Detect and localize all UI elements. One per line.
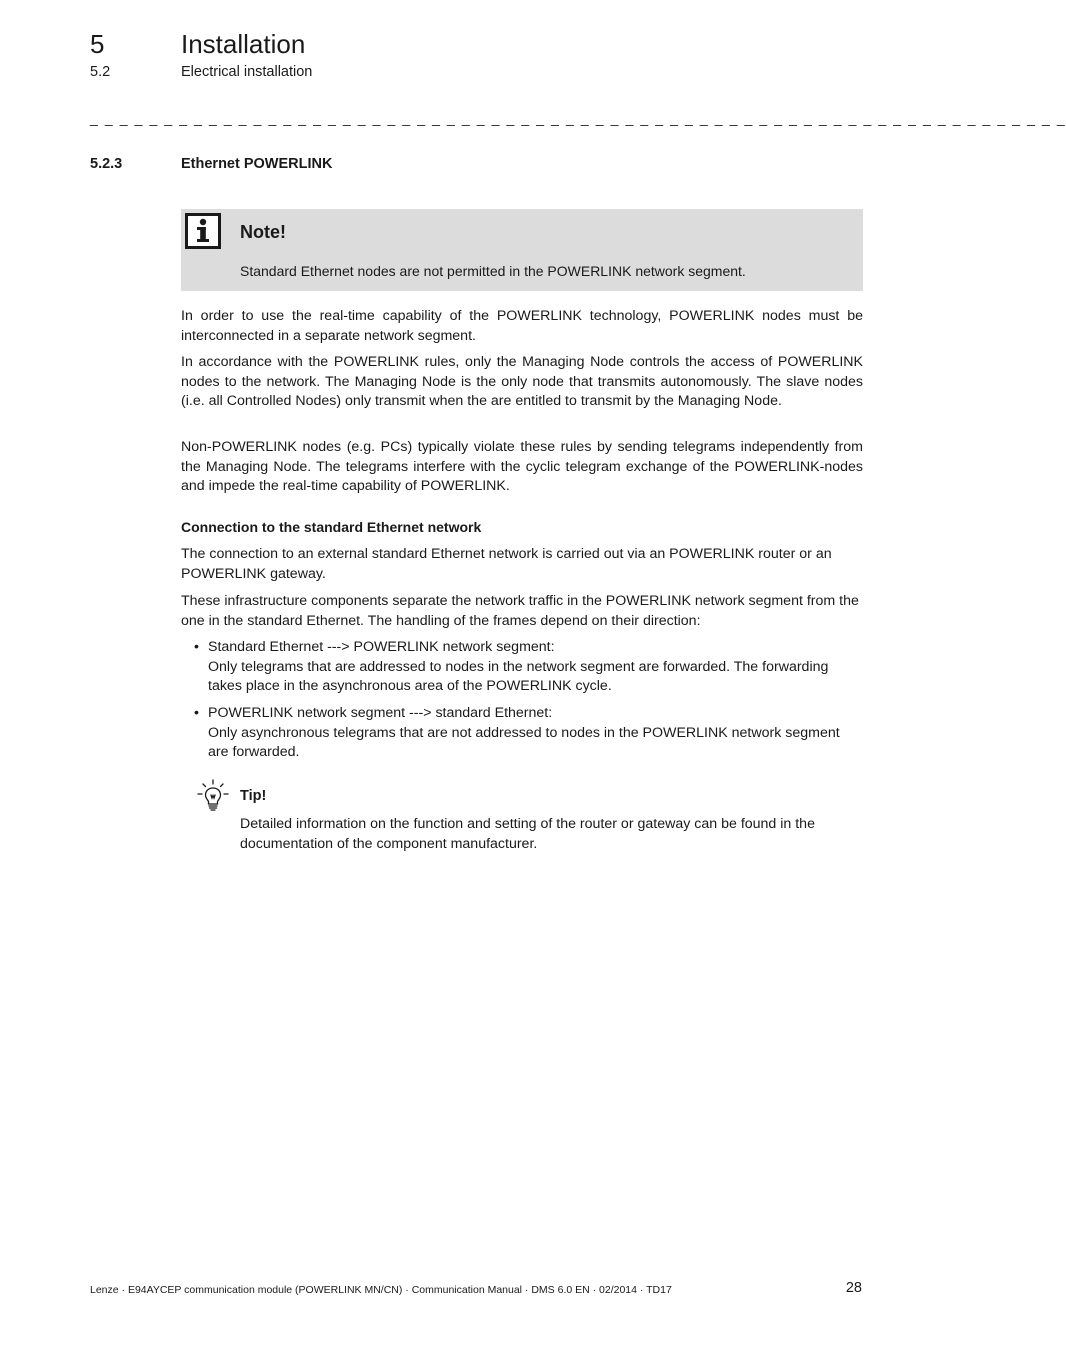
note-heading: Note! <box>240 222 286 242</box>
bullet-marker: • <box>194 705 199 721</box>
paragraph-text: The connection to an external standard Ethernet network is carried out via an POWERLINK router or an POWERLINK gateway. <box>181 546 832 582</box>
list-item-body <box>208 638 848 697</box>
list-item-body <box>208 704 848 763</box>
paragraph-text: These infrastructure components separate the network traffic in the POWERLINK network segment from the one in the standard Ethernet. The handling of the frames depend on their direction: <box>181 593 859 629</box>
paragraph-text: In accordance with the POWERLINK rules, only the Managing Node controls the access of POWERLINK nodes to the network. The Managing Node is the only node that transmits autonomously. The slave nodes (i.e. all Controlled Nodes) only transmit when the are entitled to transmit by the Managing Node. <box>181 354 863 409</box>
subchapter-number: 5.2 <box>90 64 111 80</box>
footer-text: Lenze · E94AYCEP communication module (POWERLINK MN/CN) · Communication Manual · DMS 6.0 EN · 02/2014 · TD17 <box>90 1284 672 1296</box>
note-box <box>181 209 863 291</box>
paragraph-infrastructure <box>181 592 863 631</box>
chapter-number: 5 <box>90 29 105 59</box>
chapter-title: Installation <box>181 29 306 59</box>
bullet-marker: • <box>194 639 199 655</box>
paragraph-text: In order to use the real-time capability of the POWERLINK technology, POWERLINK nodes must be interconnected in a separate network segment. <box>181 308 863 344</box>
paragraph-rules <box>181 353 863 412</box>
note-text: Standard Ethernet nodes are not permitted in the POWERLINK network segment. <box>240 263 746 279</box>
tip-heading: Tip! <box>240 788 267 804</box>
tip-text: Detailed information on the function and setting of the router or gateway can be found in the documentation of the component manufacturer. <box>240 816 815 852</box>
list-item-text: Only telegrams that are addressed to nodes in the network segment are forwarded. The forwarding takes place in the asynchronous area of the POWERLINK cycle. <box>208 658 829 694</box>
lightbulb-icon <box>196 778 230 812</box>
list-item-title: POWERLINK network segment ---> standard Ethernet: <box>208 705 553 721</box>
list-item-text: Only asynchronous telegrams that are not addressed to nodes in the POWERLINK network segment are forwarded. <box>208 724 840 760</box>
subchapter-title: Electrical installation <box>181 64 313 80</box>
paragraph-text: Non-POWERLINK nodes (e.g. PCs) typically violate these rules by sending telegrams independently from the Managing Node. The telegrams interfere with the cyclic telegram exchange of the POWERLINK-nodes and impede the real-time capability of POWERLINK. <box>181 439 863 494</box>
paragraph-realtime <box>181 307 863 346</box>
paragraph-connection <box>181 545 863 584</box>
paragraph-non-powerlink <box>181 438 863 497</box>
section-title: Ethernet POWERLINK <box>181 156 333 172</box>
connection-heading: Connection to the standard Ethernet network <box>181 519 482 535</box>
section-number: 5.2.3 <box>90 156 123 172</box>
header-divider: _ _ _ _ _ _ _ _ _ _ _ _ _ _ _ _ _ _ _ _ _ _ _ _ _ _ _ _ _ _ _ _ _ _ _ _ _ _ _ _ _ _ _ _ _ _ _ _ _ _ _ _ _ _ _ _ _ _ _ _ _ _ _ _ _ _ <box>90 110 1066 126</box>
page-number: 28 <box>845 1280 862 1296</box>
info-icon <box>185 213 221 249</box>
list-item-title: Standard Ethernet ---> POWERLINK network segment: <box>208 639 555 655</box>
